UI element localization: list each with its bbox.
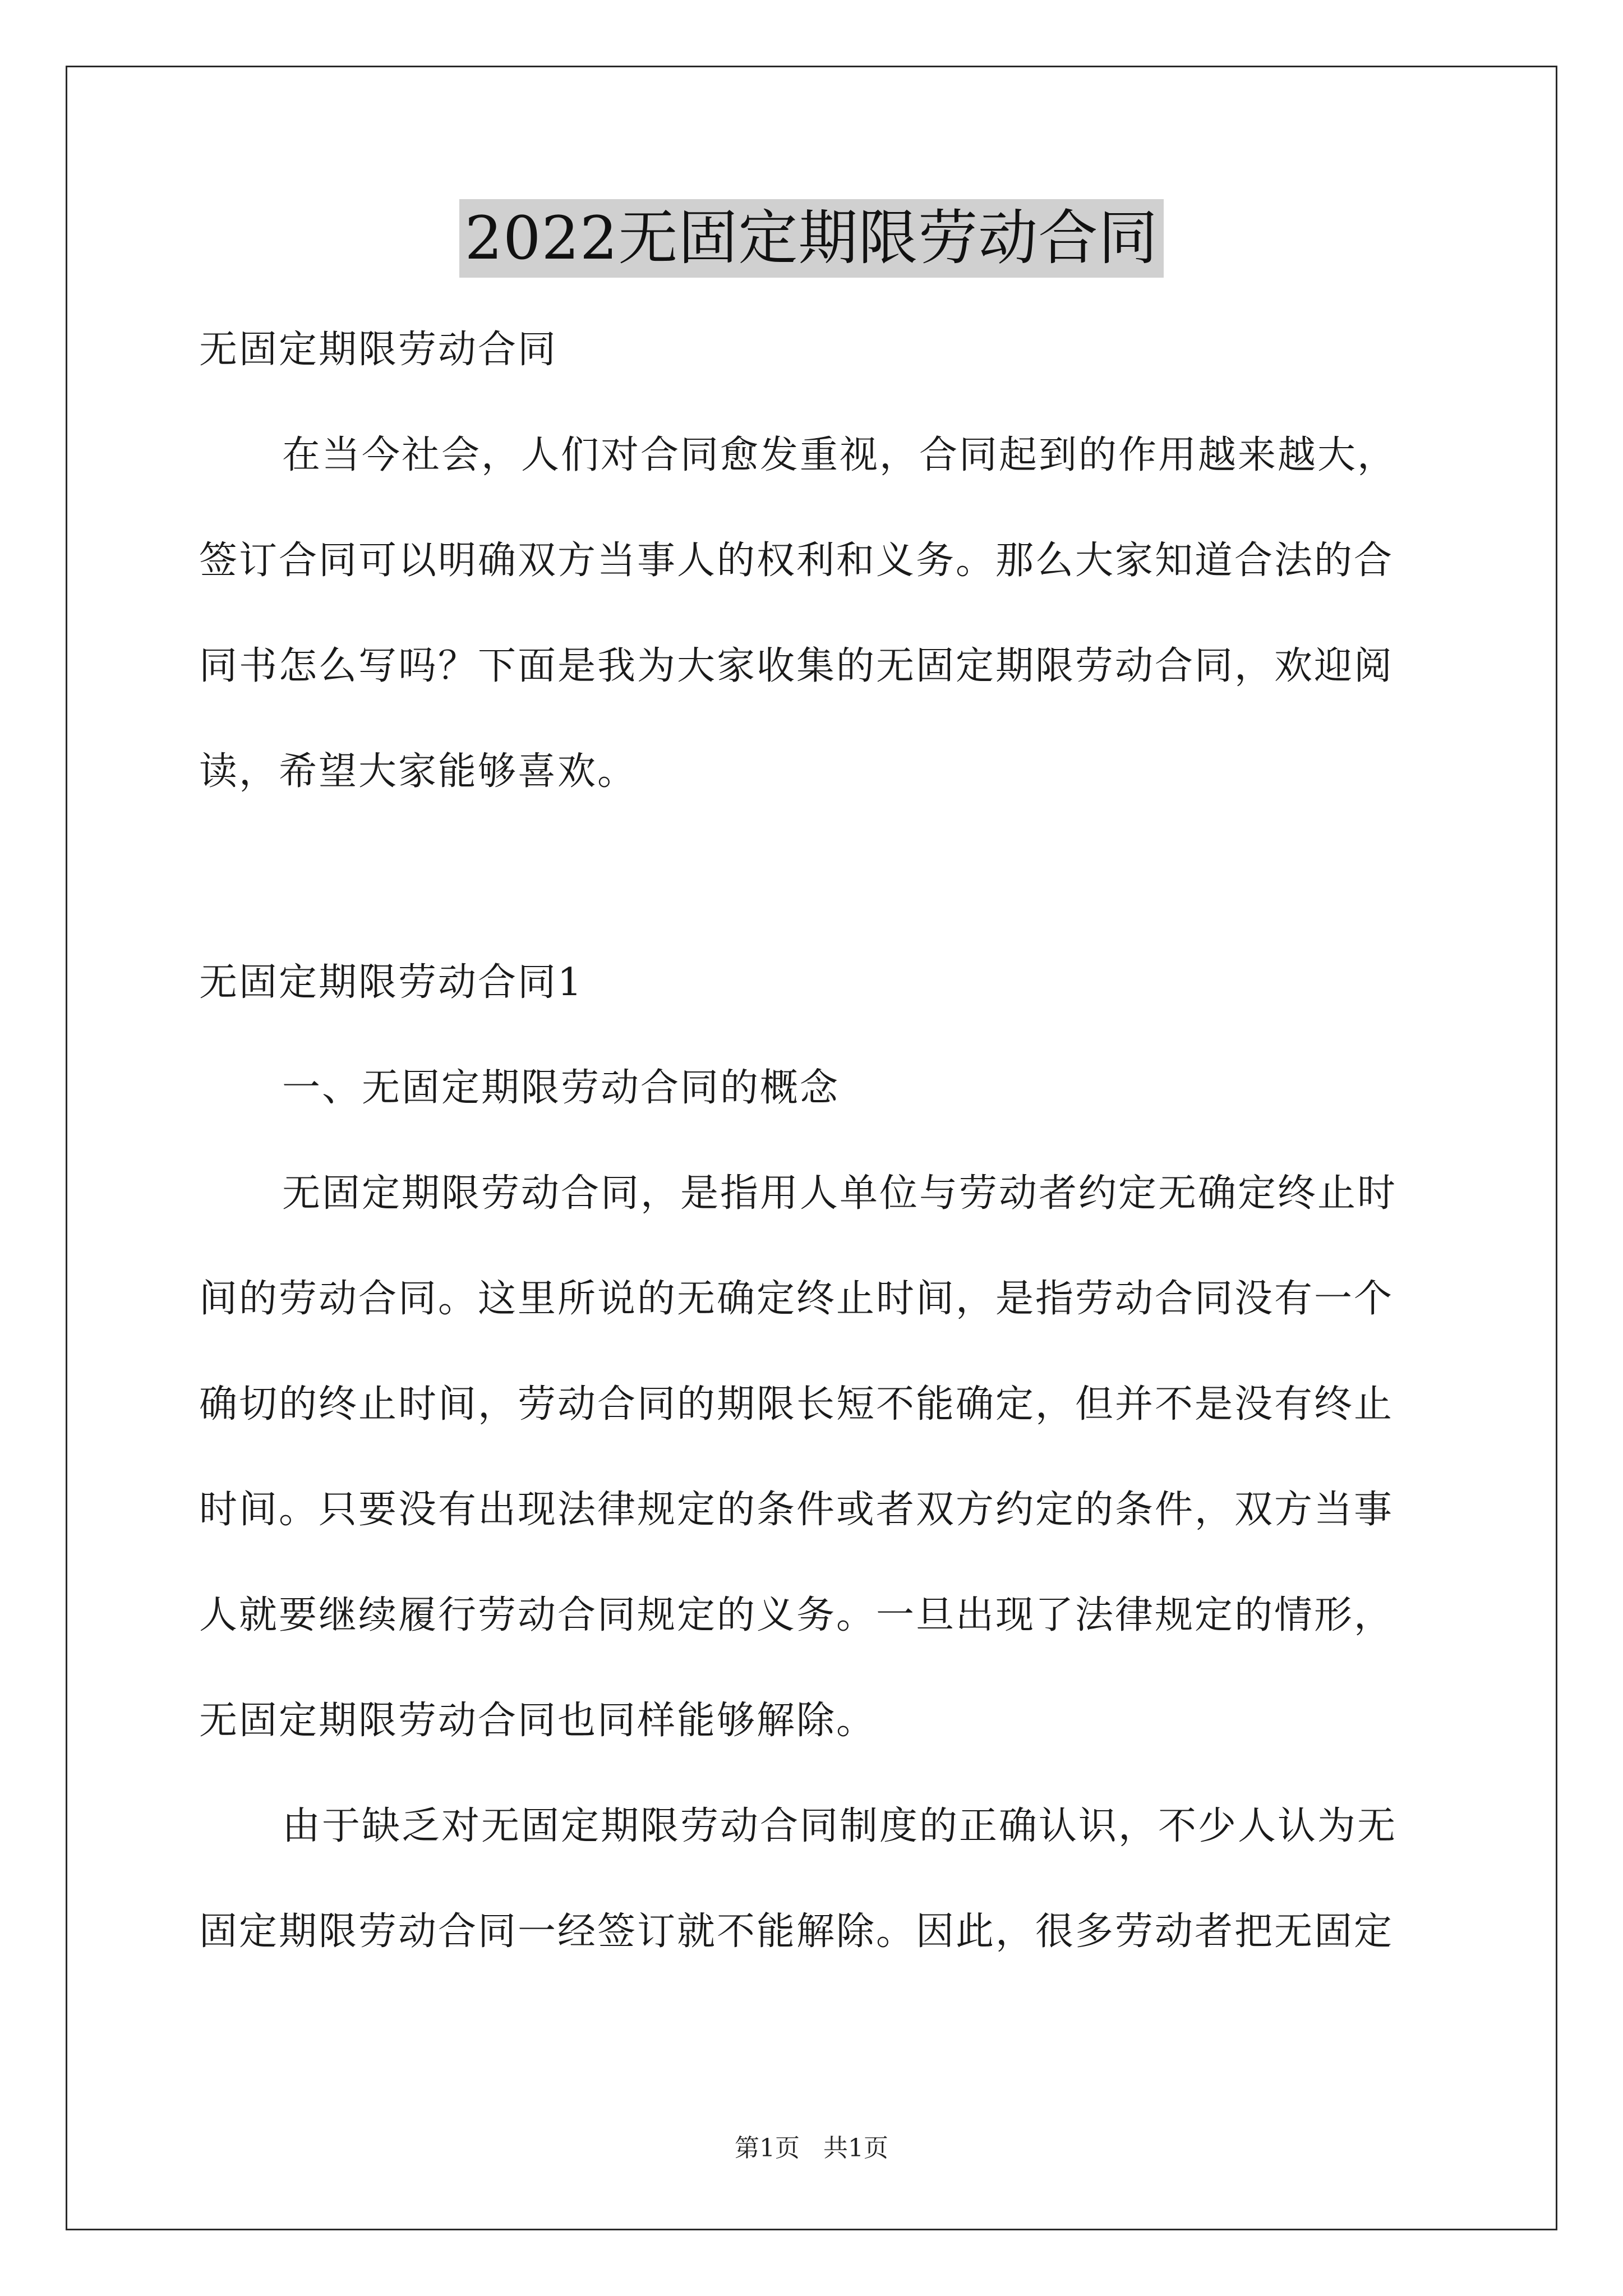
document-title: 2022无固定期限劳动合同: [459, 199, 1164, 278]
paragraph-2: [199, 1774, 1424, 1985]
text-line: 签订合同可以明确双方当事人的权利和义务。那么大家知道合法的合: [199, 539, 1394, 583]
text-line: 间的劳动合同。这里所说的无确定终止时间，是指劳动合同没有一个: [199, 1277, 1394, 1321]
title-container: [0, 199, 1623, 278]
page-number-current: 第1页: [735, 2134, 800, 2162]
section-heading: 一、无固定期限劳动合同的概念: [282, 1066, 840, 1110]
section-title: 无固定期限劳动合同1: [199, 960, 584, 1005]
document-subtitle: 无固定期限劳动合同: [199, 328, 558, 372]
page-footer: [0, 2132, 1623, 2165]
text-line: 固定期限劳动合同一经签订就不能解除。因此，很多劳动者把无固定: [199, 1910, 1394, 1954]
document-body: [199, 297, 1424, 1985]
intro-paragraph: [199, 403, 1424, 825]
text-line: 时间。只要没有出现法律规定的条件或者双方约定的条件，双方当事: [199, 1488, 1394, 1532]
text-line: 读，希望大家能够喜欢。: [199, 749, 638, 794]
text-line: 人就要继续履行劳动合同规定的义务。一旦出现了法律规定的情形，: [199, 1593, 1394, 1637]
text-line: 由于缺乏对无固定期限劳动合同制度的正确认识，不少人认为无: [282, 1804, 1398, 1848]
text-line: 无固定期限劳动合同，是指用人单位与劳动者约定无确定终止时: [282, 1171, 1398, 1216]
blank-line: [199, 825, 1424, 930]
text-line: 确切的终止时间，劳动合同的期限长短不能确定，但并不是没有终止: [199, 1382, 1394, 1427]
text-line: 无固定期限劳动合同也同样能够解除。: [199, 1699, 877, 1743]
text-line: 同书怎么写吗？下面是我为大家收集的无固定期限劳动合同，欢迎阅: [199, 644, 1394, 688]
paragraph-1: [199, 1141, 1424, 1774]
page-number-total: 共1页: [823, 2134, 888, 2162]
text-line: 在当今社会，人们对合同愈发重视，合同起到的作用越来越大，: [282, 433, 1398, 477]
